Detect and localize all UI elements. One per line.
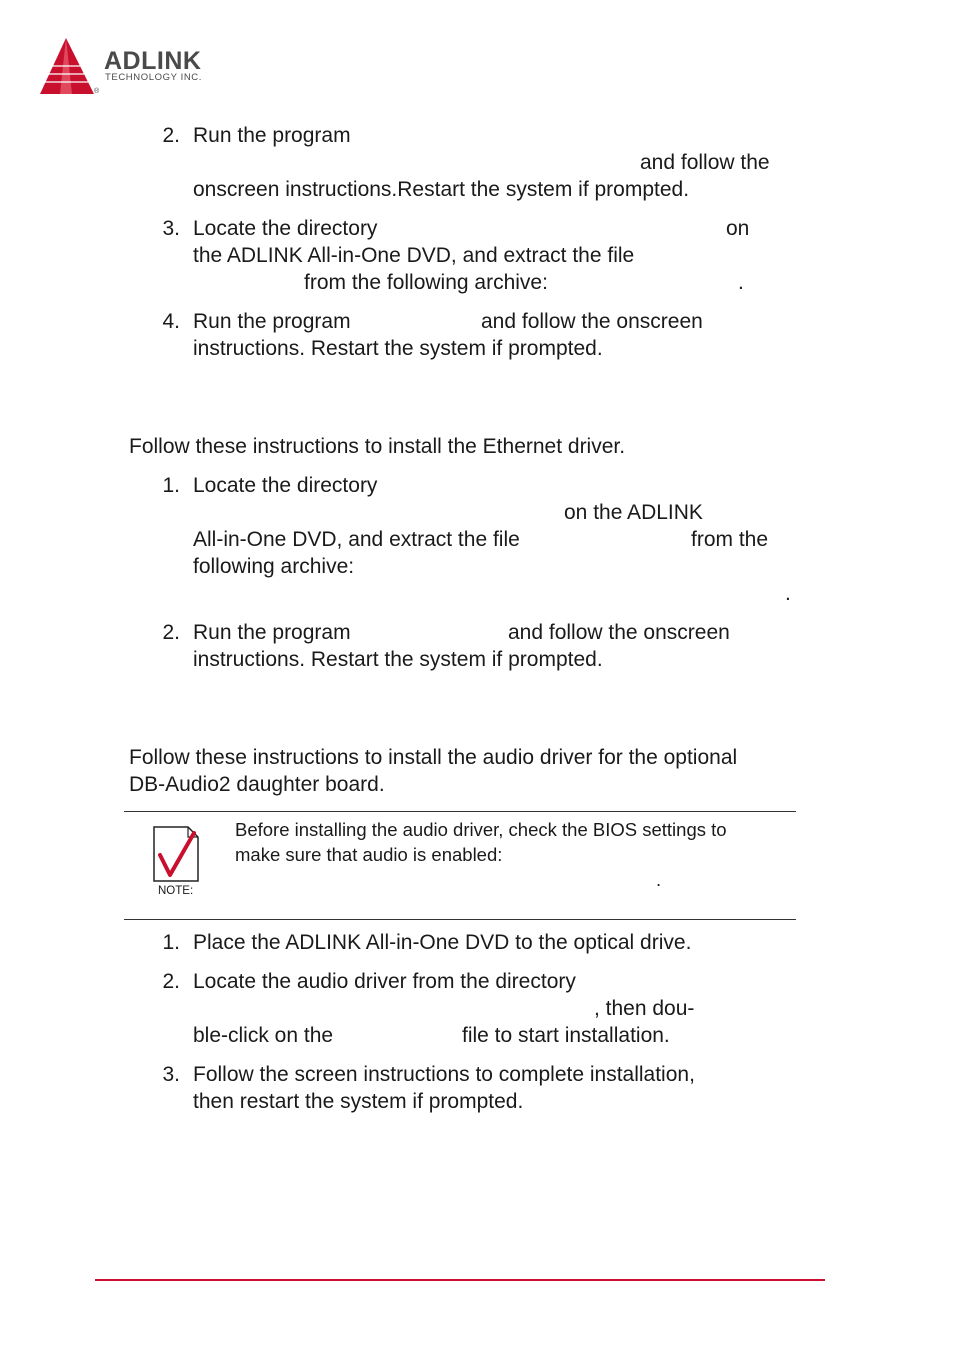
step-number: 4. <box>162 310 180 333</box>
step-text: file to start installation. <box>462 1024 670 1047</box>
note-checkmark-icon <box>150 823 202 885</box>
step-text: ble-click on the <box>193 1024 334 1047</box>
step-text: on the ADLINK <box>564 501 703 524</box>
step-text: then restart the system if prompted. <box>193 1090 524 1113</box>
step-text: Run the program <box>193 310 351 333</box>
step-text: Locate the directory <box>193 474 378 497</box>
step-number: 3. <box>162 1063 180 1086</box>
adlink-logo-icon <box>38 36 100 98</box>
note-label: NOTE: <box>158 885 194 897</box>
audio-intro: DB-Audio2 daughter board. <box>129 773 385 796</box>
step-text: All-in-One DVD, and extract the file <box>193 528 520 551</box>
note-text: . <box>656 869 662 890</box>
step-number: 1. <box>162 931 180 954</box>
step-text: instructions. Restart the system if prompted. <box>193 648 603 671</box>
step-text: Run the program <box>193 621 351 644</box>
ethernet-intro: Follow these instructions to install the Ethernet driver. <box>129 435 626 458</box>
footer-rule <box>95 1279 825 1281</box>
step-number: 1. <box>162 474 180 497</box>
step-number: 2. <box>162 621 180 644</box>
note-text: make sure that audio is enabled: <box>235 844 503 865</box>
step-number: 2. <box>162 124 180 147</box>
step-text: on <box>726 217 750 240</box>
step-text: , then dou- <box>594 997 695 1020</box>
step-text: following archive: <box>193 555 355 578</box>
logo-name: ADLINK <box>104 47 202 75</box>
step-text: onscreen instructions.Restart the system if prompted. <box>193 178 690 201</box>
step-text: instructions. Restart the system if prompted. <box>193 337 603 360</box>
step-text: and follow the <box>640 151 770 174</box>
step-number: 3. <box>162 217 180 240</box>
step-text: Locate the directory <box>193 217 378 240</box>
note-bottom-rule <box>124 919 796 920</box>
step-text: Run the program <box>193 124 351 147</box>
logo-subtitle: TECHNOLOGY INC. <box>105 72 202 83</box>
step-text: Place the ADLINK All-in-One DVD to the optical drive. <box>193 931 692 954</box>
note-text: Before installing the audio driver, check the BIOS settings to <box>235 819 727 840</box>
step-text: Locate the audio driver from the directory <box>193 970 576 993</box>
step-text: from the <box>691 528 769 551</box>
note-top-rule <box>124 811 796 812</box>
step-text: . <box>738 271 744 294</box>
logo-registered-mark: ® <box>94 88 100 95</box>
step-number: 2. <box>162 970 180 993</box>
audio-intro: Follow these instructions to install the audio driver for the optional <box>129 746 738 769</box>
step-text: from the following archive: <box>304 271 548 294</box>
step-text: and follow the onscreen <box>508 621 730 644</box>
step-text: and follow the onscreen <box>481 310 703 333</box>
step-text: the ADLINK All-in-One DVD, and extract the file <box>193 244 635 267</box>
step-text: Follow the screen instructions to complete installation, <box>193 1063 695 1086</box>
step-text: . <box>785 582 791 605</box>
